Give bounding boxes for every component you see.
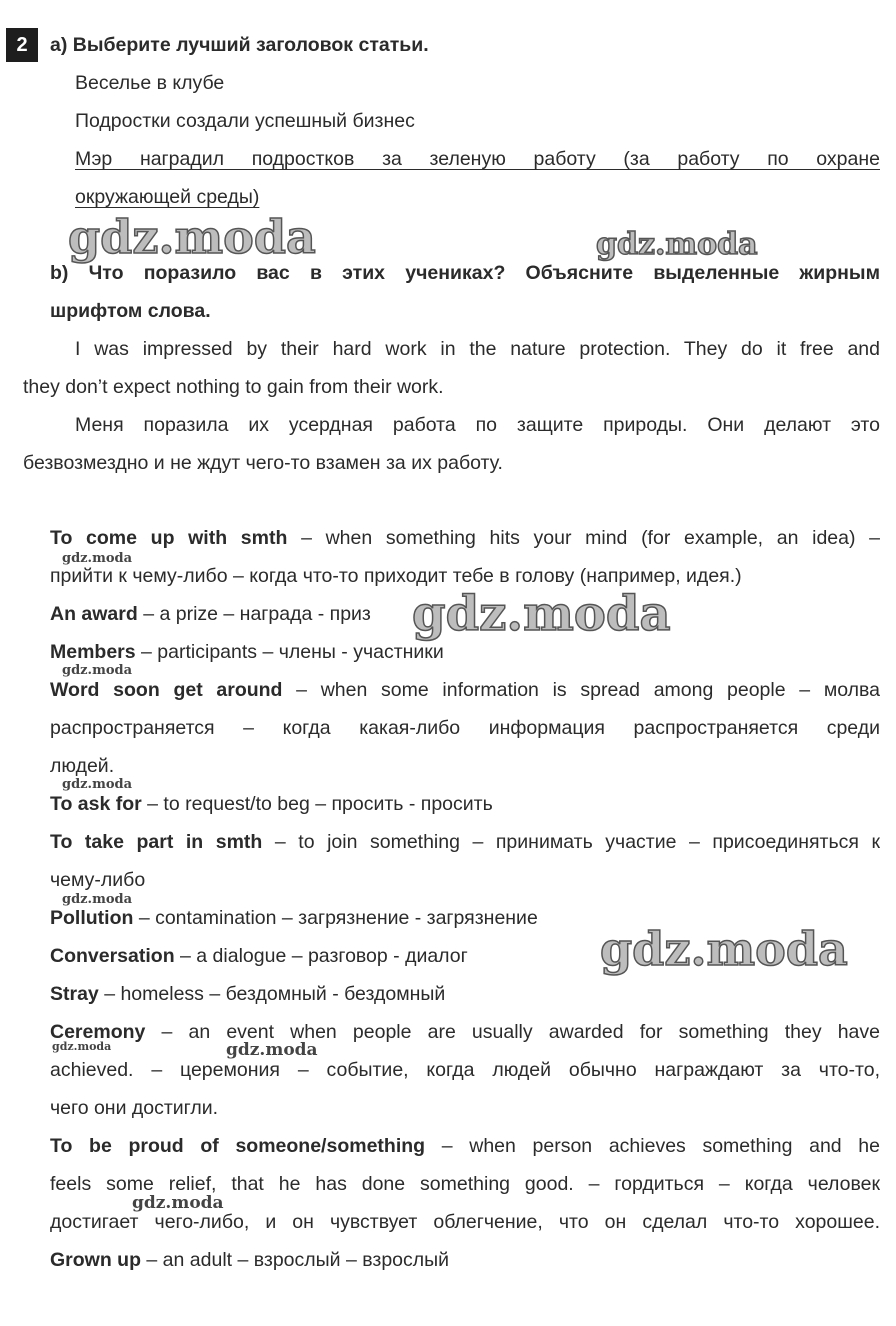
vocab-term: Grown up [50,1249,141,1271]
vocab-term: Ceremony [50,1021,146,1043]
vocab-entry-line: To ask for – to request/to beg – просить - просить [50,793,493,815]
vocab-term: To come up with smth [50,527,288,549]
watermark: gdz.moda [62,892,133,907]
vocab-entry-line: Grown up – an adult – взрослый – взрослый [50,1249,450,1271]
vocab-term: Conversation [50,945,175,967]
english-answer-line-2: they don’t expect nothing to gain from their work. [23,376,444,398]
vocab-entry-line: достигает чего-либо, и он чувствует облегчение, что он сделал что-то хорошее. [50,1211,880,1233]
vocab-term: To ask for [50,793,142,815]
russian-answer-line-2: безвозмездно и не ждут чего-то взамен за их работу. [23,452,503,474]
vocab-entry-line: Pollution – contamination – загрязнение - загрязнение [50,907,538,929]
watermark: gdz.moda [52,1040,112,1053]
vocab-term: Word soon get around [50,679,283,701]
option-2: Подростки создали успешный бизнес [75,110,415,132]
selected-option-line-1: Мэр наградил подростков за зеленую работу (за работу по охране [75,148,880,170]
vocab-entry-line: achieved. – церемония – событие, когда людей обычно награждают за что-то, [50,1059,880,1081]
part-b-heading-line-2: шрифтом слова. [50,300,211,322]
watermark: gdz.moda [600,922,848,976]
vocab-entry-line: Ceremony – an event when people are usually awarded for something they have [50,1021,880,1043]
vocab-entry-line: To be proud of someone/something – when person achieves something and he [50,1135,880,1157]
part-a-heading: a) Выберите лучший заголовок статьи. [50,34,429,56]
vocab-entry-line: feels some relief, that he has done something good. – гордиться – когда человек [50,1173,880,1195]
vocab-entry-line: To take part in smth – to join something – принимать участие – присоединяться к [50,831,880,853]
watermark: gdz.moda [62,551,133,566]
vocab-term: To take part in smth [50,831,263,853]
vocab-entry-line: An award – a prize – награда - приз [50,603,371,625]
selected-option-line-2: окружающей среды) [75,186,260,208]
option-1: Веселье в клубе [75,72,225,94]
vocab-entry-line: распространяется – когда какая-либо информация распространяется среди [50,717,880,739]
vocab-entry-line: чего они достигли. [50,1097,219,1119]
vocab-entry-line: прийти к чему-либо – когда что-то приходит тебе в голову (например, идея.) [50,565,742,587]
vocab-entry-line: Stray – homeless – бездомный - бездомный [50,983,446,1005]
watermark: gdz.moda [596,227,758,262]
vocab-entry-line: Word soon get around – when some information is spread among people – молва [50,679,880,701]
watermark: gdz.moda [226,1040,318,1060]
vocab-entry-line: Members – participants – члены - участники [50,641,444,663]
vocab-entry-line: людей. [50,755,115,777]
watermark: gdz.moda [412,586,671,642]
english-answer-line-1: I was impressed by their hard work in the nature protection. They do it free and [75,338,880,360]
russian-answer-line-1: Меня поразила их усердная работа по защите природы. Они делают это [75,414,880,436]
watermark: gdz.moda [62,663,133,678]
watermark: gdz.moda [62,777,133,792]
part-b-heading-line-1: b) Что поразило вас в этих учениках? Объясните выделенные жирным [50,262,880,284]
vocab-term: Pollution [50,907,134,929]
vocab-term: Stray [50,983,99,1005]
vocab-term: To be proud of someone/something [50,1135,426,1157]
watermark: gdz.moda [68,210,316,264]
vocab-term: An award [50,603,138,625]
vocab-entry-line: To come up with smth – when something hits your mind (for example, an idea) – [50,527,881,549]
vocab-entry-line: чему-либо [50,869,146,891]
vocab-entry-line: Conversation – a dialogue – разговор - диалог [50,945,468,967]
watermark: gdz.moda [132,1193,224,1213]
vocab-term: Members [50,641,136,663]
task-number-badge: 2 [6,28,38,62]
